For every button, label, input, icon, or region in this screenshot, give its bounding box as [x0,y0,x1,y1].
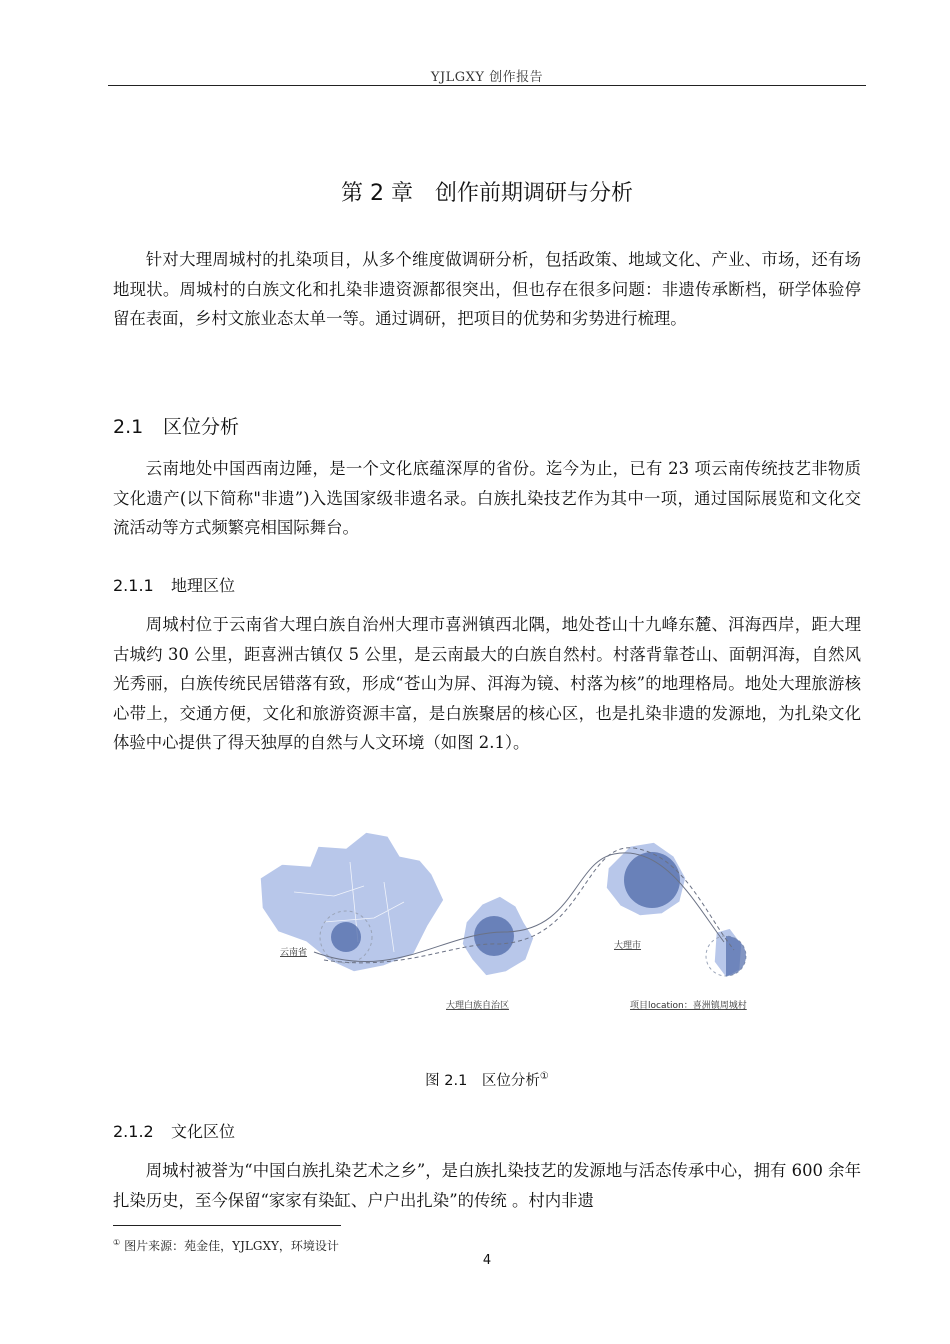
section-2-1-2-paragraph: 周城村被誉为“中国白族扎染艺术之乡”，是白族扎染技艺的发源地与活态传承中心，拥有 600 余年扎染历史，至今保留“家家有染缸、户户出扎染”的传统 。村内非遗 [113,1161,861,1210]
section-title: 区位分析 [163,416,240,438]
yunnan-highlight [331,922,361,952]
figure-label-dali-prefecture: 大理白族自治区 [446,1001,510,1011]
section-number: 2.1 [113,416,144,438]
header-rule [108,85,866,86]
section-2-1-paragraph: 云南地处中国西南边陲，是一个文化底蕴深厚的省份。迄今为止，已有 23 项云南传统技艺非物质文化遗产(以下简称"非遗”)入选国家级非遗名录。白族扎染技艺作为其中一项，通过国际展览和文化交流活动等方式频繁亮相国际舞台。 [113,459,861,537]
section-heading-2-1-1 [113,573,235,596]
section-number: 2.1.2 [113,1122,154,1141]
section-title: 文化区位 [171,1122,236,1141]
section-2-1-1-paragraph: 周城村位于云南省大理白族自治州大理市喜洲镇西北隅，地处苍山十九峰东麓、洱海西岸，距大理古城约 30 公里，距喜洲古镇仅 5 公里，是云南最大的白族自然村。村落背靠苍山、面朝洱海，自然风光秀丽，白族传统民居错落有致，形成“苍山为屏、洱海为镜、村落为核”的地理格局。地处大理旅游核心带上，交通方便，文化和旅游资源丰富，是白族聚居的核心区，也是扎染非遗的发源地，为扎染文化体验中心提供了得天独厚的自然与人文环境（如图 2.1）。 [113,615,861,752]
figure-label-village: 项目location：喜洲镇周城村 [630,1001,747,1011]
figure-caption-footnote-mark: ① [539,1071,549,1083]
footnote-rule [113,1225,341,1226]
footnote-mark: ① [113,1238,121,1247]
location-analysis-figure [254,822,774,1022]
running-header: YJLGXY 创作报告 [430,70,544,85]
figure-label-yunnan: 云南省 [280,948,308,958]
chapter-title: 第 2 章 创作前期调研与分析 [341,181,633,206]
figure-caption [108,1069,866,1090]
section-number: 2.1.1 [113,576,154,595]
dali-prefecture-highlight [474,916,514,956]
village-highlight-half [726,936,746,976]
section-heading-2-1 [113,412,239,439]
intro-paragraph: 针对大理周城村的扎染项目，从多个维度做调研分析，包括政策、地域文化、产业、市场，还有场地现状。周城村的白族文化和扎染非遗资源都很突出，但也存在很多问题：非遗传承断档，研学体验停留在表面，乡村文旅业态太单一等。通过调研，把项目的优势和劣势进行梳理。 [113,250,861,328]
footnote-text: 图片来源：苑金佳，YJLGXY，环境设计 [124,1239,339,1253]
footnote [113,1237,339,1254]
figure-label-dali-city: 大理市 [614,941,642,951]
section-title: 地理区位 [171,576,236,595]
figure-caption-text: 图 2.1 区位分析 [425,1073,540,1089]
section-heading-2-1-2 [113,1119,235,1142]
page-number: 4 [482,1253,492,1268]
